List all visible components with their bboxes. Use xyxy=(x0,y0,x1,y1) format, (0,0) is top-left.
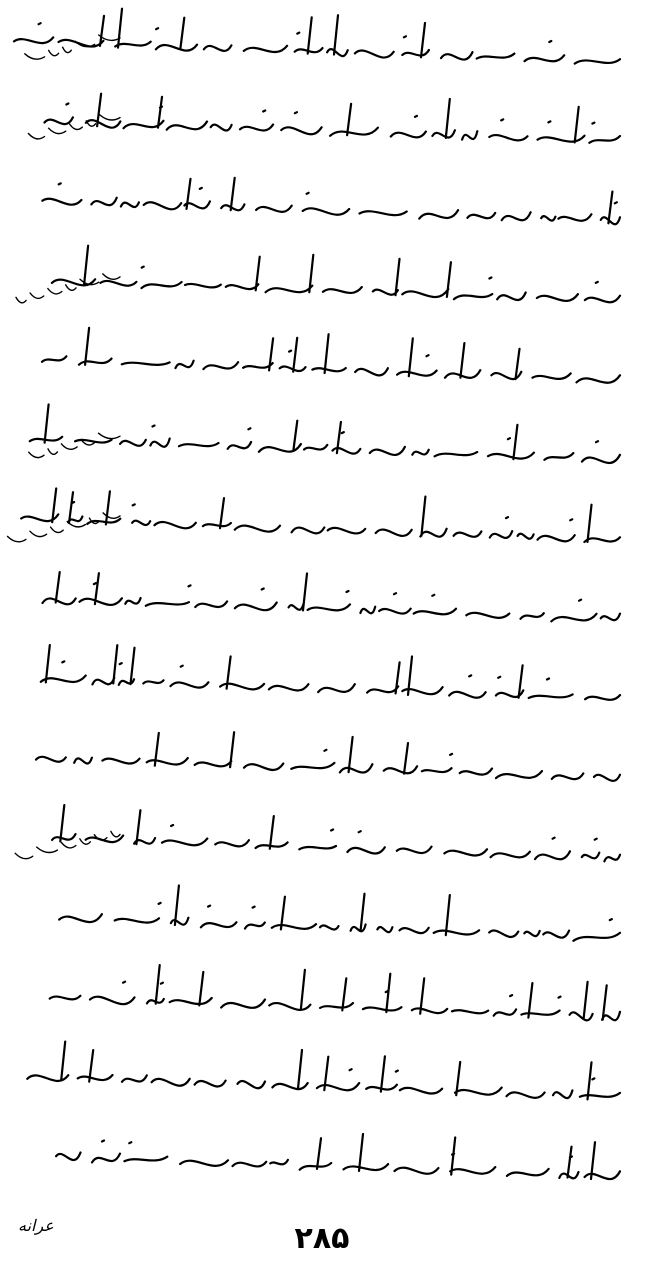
text-line xyxy=(14,9,620,64)
margin-note xyxy=(15,831,120,858)
margin-note xyxy=(29,433,120,457)
text-line xyxy=(36,732,620,781)
text-line xyxy=(21,489,620,543)
text-line xyxy=(52,805,620,861)
text-line xyxy=(30,405,620,463)
text-line xyxy=(52,246,620,303)
text-line xyxy=(42,328,620,383)
catchword: عرانه xyxy=(18,1216,54,1235)
page-number: ۲۸۵ xyxy=(294,1221,350,1256)
text-line xyxy=(42,178,620,224)
text-line xyxy=(56,1134,620,1179)
text-line xyxy=(41,645,620,700)
text-line xyxy=(45,94,621,143)
margin-note xyxy=(16,274,120,303)
text-line xyxy=(50,965,620,1020)
text-line xyxy=(59,886,620,941)
margin-note xyxy=(25,35,120,59)
text-line xyxy=(43,572,621,621)
text-line xyxy=(27,1042,620,1100)
